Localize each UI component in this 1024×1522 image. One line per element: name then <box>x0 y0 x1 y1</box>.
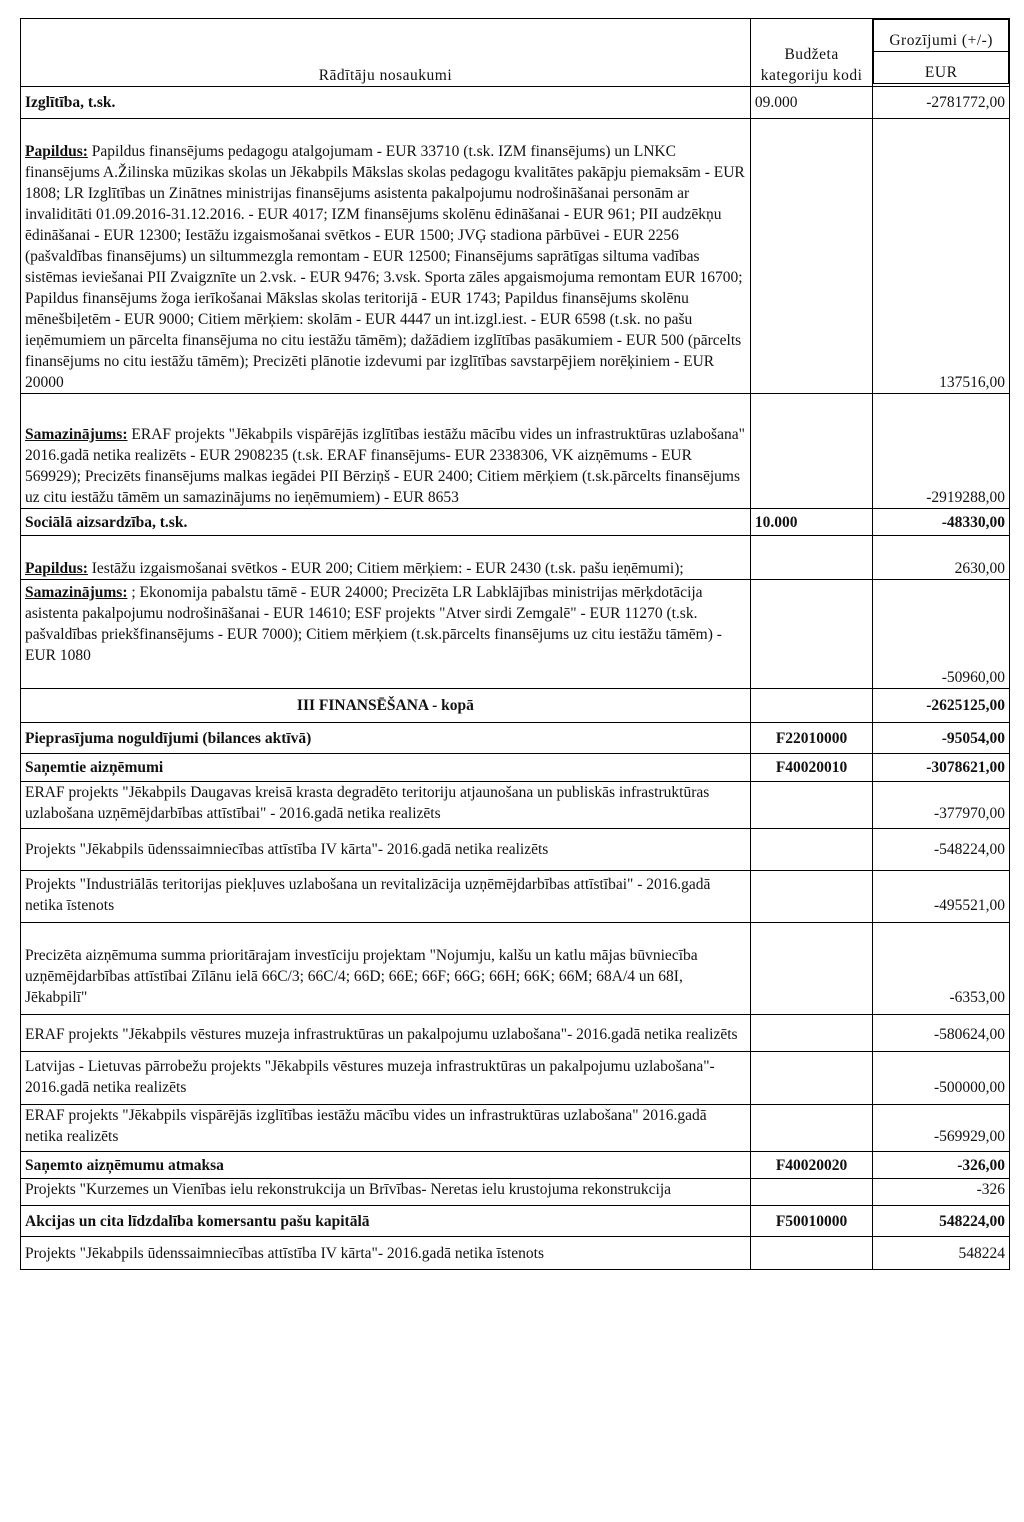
row-description <box>21 394 751 509</box>
row-amount: -3078621,00 <box>873 754 1010 782</box>
row-description <box>21 580 751 689</box>
row-label: Saņemto aizņēmumu atmaksa <box>21 1152 751 1179</box>
row-amount: -326,00 <box>873 1152 1010 1179</box>
papildus-label: Papildus: <box>25 143 88 160</box>
table-row <box>21 580 1010 689</box>
row-amount: -548224,00 <box>873 829 1010 871</box>
row-amount: -48330,00 <box>873 509 1010 536</box>
row-code: 10.000 <box>750 509 872 536</box>
row-description: Projekts "Kurzemes un Vienības ielu rekonstrukcija un Brīvības- Neretas ielu krustojuma rekonstrukcija <box>21 1179 751 1206</box>
row-label: Akcijas un cita līdzdalība komersantu pašu kapitālā <box>21 1206 751 1237</box>
section-title: III FINANSĒŠANA - kopā <box>21 689 751 723</box>
papildus-text: Iestāžu izgaismošanai svētkos - EUR 200; Citiem mērķiem: - EUR 2430 (t.sk. pašu ieņēmumi); <box>87 560 684 577</box>
row-amount: -95054,00 <box>873 723 1010 754</box>
budget-amendments-table <box>20 18 1010 1270</box>
row-description: ERAF projekts "Jēkabpils Daugavas kreisā krasta degradēto teritoriju atjaunošana un publiskās infrastruktūras uzlabošana uzņēmējdarbības attīstībai" - 2016.gadā netika realizēts <box>21 782 751 829</box>
papildus-label: Papildus: <box>25 560 88 577</box>
row-description: Precizēta aizņēmuma summa prioritārajam investīciju projektam "Nojumju, kalšu un katlu mājas būvniecība uzņēmējdarbības attīstībai Zīlānu ielā 66C/3; 66C/4; 66D; 66E; 66F; 66G; 66H; 66K; 66M; 68A/4 un 68I, Jēkabpilī" <box>21 923 751 1015</box>
row-amount: -569929,00 <box>873 1105 1010 1152</box>
table-row <box>21 1152 1010 1179</box>
row-amount: 548224 <box>873 1237 1010 1270</box>
table-row <box>21 509 1010 536</box>
table-row <box>21 754 1010 782</box>
row-amount: -580624,00 <box>873 1015 1010 1052</box>
row-code: F22010000 <box>750 723 872 754</box>
row-label: Saņemtie aizņēmumi <box>21 754 751 782</box>
samazinajums-text: ERAF projekts "Jēkabpils vispārējās izglītības iestāžu mācību vides un infrastruktūras uzlabošana" 2016.gadā netika realizēts - EUR 2908235 (t.sk. ERAF finansējums- EUR 2338306, VK aizņēmums - EUR 569929); Precizēts finansējums malkas iegādei PII Bērziņš - EUR 2400; Citiem mērķiem (t.sk.pārcelts finansējums uz citu iestāžu tāmēm un samazinājums no ieņēmumiem) - EUR 8653 <box>25 426 745 506</box>
table-row <box>21 1015 1010 1052</box>
row-description: Projekts "Jēkabpils ūdenssaimniecības attīstība IV kārta"- 2016.gadā netika īstenots <box>21 1237 751 1270</box>
row-label: Izglītība, t.sk. <box>21 87 751 119</box>
row-description <box>21 536 751 580</box>
samazinajums-label: Samazinājums: <box>25 426 128 443</box>
table-row <box>21 1206 1010 1237</box>
row-amount: -50960,00 <box>873 580 1010 689</box>
header-amendments-label: Grozījumi (+/-) <box>874 20 1009 52</box>
header-currency: EUR <box>874 52 1009 84</box>
header-category-codes: Budžeta kategoriju kodi <box>750 19 872 87</box>
samazinajums-text: ; Ekonomija pabalstu tāmē - EUR 24000; Precizēta LR Labklājības ministrijas mērķdotācija asistenta pakalpojumu nodrošināšanai - EUR 14610; ESF projekts "Atver sirdi Zemgalē" - EUR 11270 (t.sk. pašvaldības priekšfinansējums - EUR 7000); Citiem mērķiem (t.sk.pārcelts finansējums uz citu iestāžu tāmēm) - EUR 1080 <box>25 584 722 664</box>
table-row <box>21 782 1010 829</box>
row-amount: -500000,00 <box>873 1052 1010 1105</box>
row-amount: -2919288,00 <box>873 394 1010 509</box>
header-amendments <box>873 19 1010 87</box>
table-row <box>21 829 1010 871</box>
row-label: Pieprasījuma noguldījumi (bilances aktīvā) <box>21 723 751 754</box>
table-row <box>21 1237 1010 1270</box>
row-code: 09.000 <box>750 87 872 119</box>
samazinajums-label: Samazinājums: <box>25 584 128 601</box>
section-total: -2625125,00 <box>873 689 1010 723</box>
row-code: F40020010 <box>750 754 872 782</box>
papildus-text: Papildus finansējums pedagogu atalgojumam - EUR 33710 (t.sk. IZM finansējums) un LNKC finansējums A.Žilinska mūzikas skolas un Jēkabpils Mākslas skolas pedagogu kvalitātes pakāpju piemaksām - EUR 1808; LR Izglītības un Zinātnes ministrijas finansējums asistenta pakalpojumu nodrošināšanai personām ar invaliditāti 01.09.2016-31.12.2016. - EUR 4017; IZM finansējums skolēnu ēdināšanai - EUR 961; PII audzēkņu ēdināšanai - EUR 12300; Iestāžu izgaismošanai svētkos - EUR 1500; JVĢ stadiona pārbūvei - EUR 2256 (pašvaldības finansējums) un siltummezgla remontam - EUR 12500; Finansējums saprātīgas siltuma vadības sistēmas ieviešanai PII Zvaigznīte un 2.vsk. - EUR 9476; 3.vsk. Sporta zāles apgaismojuma remontam EUR 16700; Papildus finansējums žoga ierīkošanai Mākslas skolas teritorijā - EUR 1743; Papildus finansējums skolēnu mēnešbiļetēm - EUR 9000; Citiem mērķiem: skolām - EUR 4447 un int.izgl.iest. - EUR 6598 (t.sk. no pašu ieņēmumiem un pārcelta finansējuma no citu iestāžu tāmēm); dažādiem izglītības pasākumiem - EUR 500 (pārcelts finansējums no citu iestāžu tāmēm); Precizēti plānotie izdevumi par izglītības savstarpējiem norēķiniem - EUR 20000 <box>25 143 745 391</box>
table-row <box>21 87 1010 119</box>
row-amount: 2630,00 <box>873 536 1010 580</box>
row-amount: -6353,00 <box>873 923 1010 1015</box>
row-description: Projekts "Industriālās teritorijas piekļuves uzlabošana un revitalizācija uzņēmējdarbības attīstībai" - 2016.gadā netika īstenots <box>21 871 751 923</box>
table-header <box>21 19 1010 87</box>
row-label: Sociālā aizsardzība, t.sk. <box>21 509 751 536</box>
table-row <box>21 1105 1010 1152</box>
row-amount: -377970,00 <box>873 782 1010 829</box>
row-amount: -495521,00 <box>873 871 1010 923</box>
table-row <box>21 723 1010 754</box>
row-description: Latvijas - Lietuvas pārrobežu projekts "Jēkabpils vēstures muzeja infrastruktūras un pakalpojumu uzlabošana"- 2016.gadā netika realizēts <box>21 1052 751 1105</box>
row-amount: -2781772,00 <box>873 87 1010 119</box>
table-row <box>21 1179 1010 1206</box>
row-description <box>21 119 751 394</box>
row-description: ERAF projekts "Jēkabpils vēstures muzeja infrastruktūras un pakalpojumu uzlabošana"- 2016.gadā netika realizēts <box>21 1015 751 1052</box>
table-row <box>21 119 1010 394</box>
table-row <box>21 394 1010 509</box>
row-amount: -326 <box>873 1179 1010 1206</box>
row-code: F40020020 <box>750 1152 872 1179</box>
row-description: Projekts "Jēkabpils ūdenssaimniecības attīstība IV kārta"- 2016.gadā netika realizēts <box>21 829 751 871</box>
table-row <box>21 923 1010 1015</box>
row-amount: 137516,00 <box>873 119 1010 394</box>
table-row <box>21 536 1010 580</box>
row-amount: 548224,00 <box>873 1206 1010 1237</box>
table-row <box>21 689 1010 723</box>
table-row <box>21 1052 1010 1105</box>
row-description: ERAF projekts "Jēkabpils vispārējās izglītības iestāžu mācību vides un infrastruktūras uzlabošana" 2016.gadā netika realizēts <box>21 1105 751 1152</box>
table-row <box>21 871 1010 923</box>
header-indicator-names: Rādītāju nosaukumi <box>21 19 751 87</box>
row-code: F50010000 <box>750 1206 872 1237</box>
